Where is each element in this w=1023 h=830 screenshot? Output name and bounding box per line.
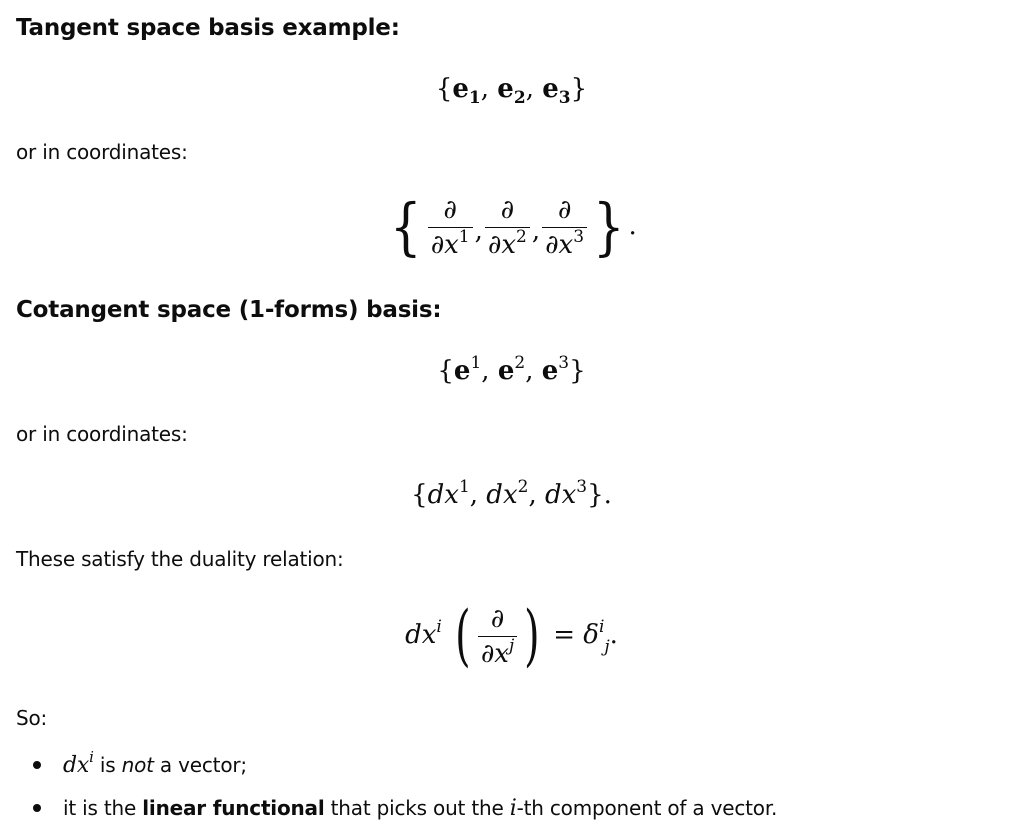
brace-open: { bbox=[437, 356, 454, 386]
brace-close: } bbox=[587, 480, 604, 510]
partial-frac-3: $\frac{\partial}{\partial x^3}$ bbox=[542, 195, 587, 260]
dual-basis-2: $e^2$ bbox=[497, 353, 526, 386]
list-item: it is the linear functional that picks out the i-th component of a vector. bbox=[0, 787, 777, 830]
brace-close: } bbox=[570, 74, 588, 104]
paren-open: ( bbox=[455, 597, 471, 674]
tangent-basis-equation: {$e_1$, $e_2$, $e_3$} bbox=[435, 74, 588, 108]
equals-sign: = bbox=[553, 620, 576, 650]
partial-frac-1: $\frac{\partial}{\partial x^1}$ bbox=[428, 195, 473, 260]
brace-close: } bbox=[569, 356, 586, 386]
inline-math-i: i bbox=[509, 796, 517, 821]
so-label: So: bbox=[16, 706, 48, 730]
bullet-dot bbox=[33, 761, 41, 769]
differential-2: $dx^2$ bbox=[486, 477, 529, 510]
coords-label-1: or in coordinates: bbox=[16, 140, 188, 164]
duality-label: These satisfy the duality relation: bbox=[16, 547, 344, 571]
trailing-period: . bbox=[603, 480, 612, 510]
tangent-coords-equation: { $\frac{\partial}{\partial x^1}$ , $\frac{\partial}{\partial x^2}$ , $\frac{\partial}{\partial x^3}$ } . bbox=[390, 190, 637, 263]
bullet-dot bbox=[33, 804, 41, 812]
dual-basis-3: $e^3$ bbox=[541, 353, 570, 386]
duality-lhs: $dx^i$ bbox=[405, 617, 442, 650]
big-brace-close: } bbox=[592, 190, 625, 263]
cotangent-basis-equation: {$e^1$, $e^2$, $e^3$} bbox=[437, 353, 586, 386]
strong-linear-functional: linear functional bbox=[142, 796, 325, 820]
differential-1: $dx^1$ bbox=[427, 477, 470, 510]
trailing-period: . bbox=[628, 211, 637, 241]
big-brace-open: { bbox=[390, 190, 422, 263]
differential-3: $dx^3$ bbox=[544, 477, 588, 510]
list-item: $dx^i$ is not a vector; bbox=[0, 744, 777, 787]
tangent-heading: Tangent space basis example: bbox=[16, 15, 400, 41]
coords-label-2: or in coordinates: bbox=[16, 422, 188, 446]
dual-basis-1: $e^1$ bbox=[453, 353, 482, 386]
duality-frac: $\frac{\partial}{\partial x^j}$ bbox=[478, 604, 517, 669]
basis-vector-3: $e_3$ bbox=[542, 74, 571, 108]
paren-close: ) bbox=[524, 597, 540, 674]
bullet-list bbox=[0, 744, 777, 830]
cotangent-heading: Cotangent space (1-forms) basis: bbox=[16, 297, 442, 323]
partial-frac-2: $\frac{\partial}{\partial x^2}$ bbox=[485, 195, 530, 260]
basis-vector-2: $e_2$ bbox=[497, 74, 526, 108]
emphasis-not: not bbox=[121, 753, 154, 777]
brace-open: { bbox=[411, 480, 428, 510]
duality-equation bbox=[0, 596, 1023, 674]
kronecker-delta: $\delta^i_j$ bbox=[583, 617, 610, 657]
basis-vector-1: $e_1$ bbox=[452, 74, 481, 108]
trailing-period: . bbox=[609, 620, 618, 650]
cotangent-coords-equation: {$dx^1$, $dx^2$, $dx^3$}. bbox=[411, 477, 612, 510]
brace-open: { bbox=[435, 74, 453, 104]
inline-math-dx: $dx^i$ bbox=[63, 748, 94, 778]
